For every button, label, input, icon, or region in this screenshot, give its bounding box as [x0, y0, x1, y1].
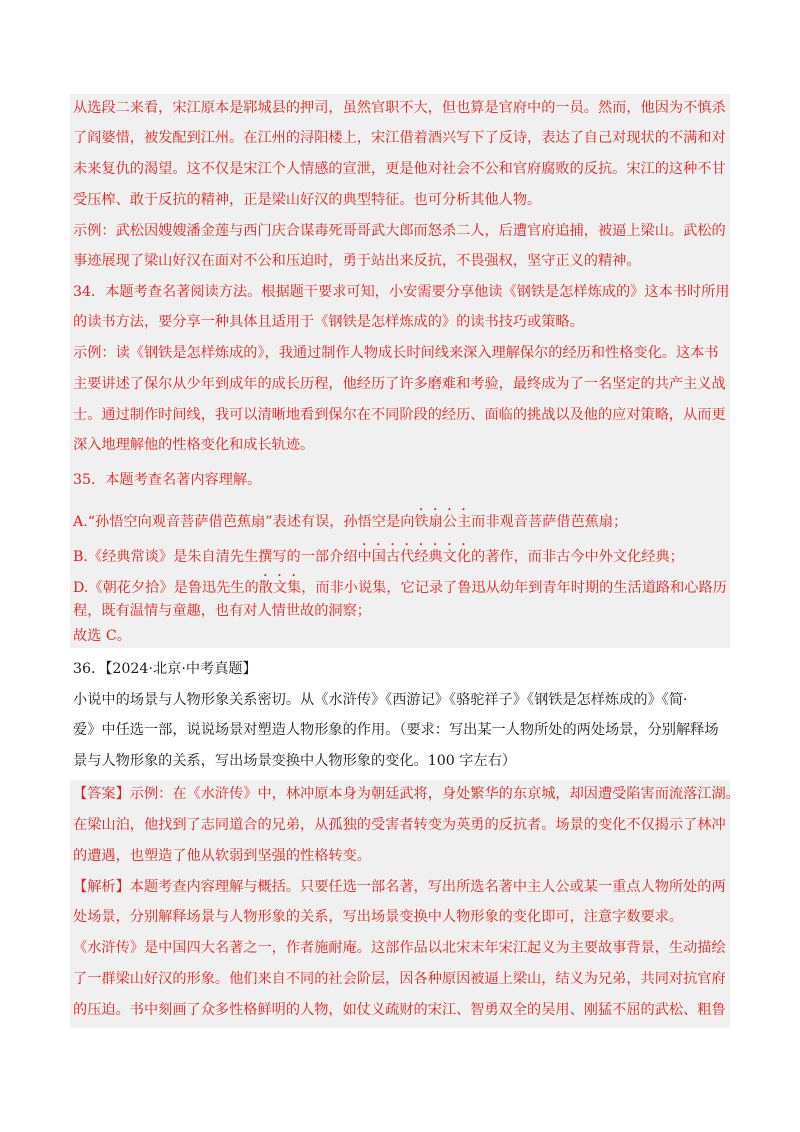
option-d-text-end: ，而非小说集，它记录了鲁迅从幼年到青年时期的生活道路和心路历: [301, 580, 727, 596]
option-b-text-end: 的著作，而非古今中外文化经典；: [471, 549, 684, 565]
analysis-line: 处场景，分别解释场景与人物形象的关系，写出场景变换中人物形象的变化即可，注意字数要求。: [73, 909, 684, 925]
option-a-line: [73, 506, 628, 530]
q34-example-line: 示例：读《钢铁是怎样炼成的》，我通过制作人物成长时间线来深入理解保尔的经历和性格变化。这本书: [73, 345, 719, 361]
q34-line: 34．本题考查名著阅读方法。根据题干要求可知，小安需要分享他读《钢铁是怎样炼成的》这本书时所用: [73, 284, 730, 300]
option-a-emphasis: 铁扇公主: [414, 514, 472, 530]
option-b-line: [73, 541, 684, 565]
q34-line: 的读书方法，要分享一种具体且适用于《钢铁是怎样炼成的》的读书技巧或策略。: [73, 314, 584, 330]
analysis-line: 【解析】本题考查内容理解与概括。只要任选一部名著，写出所选名著中主人公或某一重点人物所处的两: [73, 879, 726, 895]
q36-question-line: 景与人物形象的关系，写出场景变换中人物形象的变化。100 字左右）: [73, 753, 517, 769]
q36-question-line: 小说中的场景与人物形象关系密切。从《水浒传》《西游记》《骆驼祥子》《钢铁是怎样炼成的》《简·: [73, 692, 688, 708]
option-a-text: A.“孙悟空向观音菩萨借芭蕉扇”表述有误，孙悟空是向: [73, 514, 415, 530]
q35-heading: 35．本题考查名著内容理解。: [73, 472, 262, 488]
option-d-text: D.《朝花夕拾》是鲁迅先生的: [73, 580, 259, 596]
paragraph-line: 未来复仇的渴望。这不仅是宋江个人情感的宣泄，更是他对社会不公和官府腐败的反抗。宋江的这种不甘: [73, 161, 726, 177]
q34-example-line: 士。通过制作时间线，我可以清晰地看到保尔在不同阶段的经历、面临的挑战以及他的应对策略，从而更: [73, 407, 726, 423]
option-a-text-end: 而非观音菩萨借芭蕉扇；: [471, 514, 628, 530]
answer-choice: 故选 C。: [73, 628, 131, 644]
q36-heading: 36．【2024·北京·中考真题】: [73, 661, 257, 677]
example-line: 示例：武松因嫂嫂潘金莲与西门庆合谋毒死哥哥武大郎而怒杀二人，后遭官府追捕，被逼上梁山。武松的: [73, 223, 726, 239]
paragraph-line: 从选段二来看，宋江原本是郓城县的押司，虽然官职不大，但也算是官府中的一员。然而，他因为不慎杀: [73, 100, 726, 116]
option-b-text: B.《经典常谈》是朱自清先生撰写的一部介绍: [73, 549, 358, 565]
option-d-line: 程，既有温情与童趣，也有对人情世故的洞察；: [73, 603, 371, 619]
q34-example-line: 主要讲述了保尔从少年到成年的成长历程，他经历了许多磨难和考验，最终成为了一名坚定的共产主义战: [73, 376, 726, 392]
option-d-line: [73, 572, 727, 596]
answer-line: 的遭遇，也塑造了他从软弱到坚强的性格转变。: [73, 848, 371, 864]
q34-example-line: 深入地理解他的性格变化和成长轨迹。: [73, 437, 315, 453]
paragraph-line: 了阎婆惜，被发配到江州。在江州的浔阳楼上，宋江借着酒兴写下了反诗，表达了自己对现状的不满和对: [73, 130, 726, 146]
analysis-line: 《水浒传》是中国四大名著之一，作者施耐庵。这部作品以北宋末年宋江起义为主要故事背景，生动描绘: [73, 940, 726, 956]
option-d-emphasis: 散文集: [258, 580, 302, 596]
analysis-line: 的压迫。书中刻画了众多性格鲜明的人物，如仗义疏财的宋江、智勇双全的吴用、刚猛不屈的武松、粗鲁: [73, 1002, 726, 1018]
paragraph-line: 受压榨、敢于反抗的精神，正是梁山好汉的典型特征。也可分析其他人物。: [73, 192, 542, 208]
answer-line: 【答案】示例：在《水浒传》中，林冲原本身为朝廷武将，身处繁华的东京城，却因遭受陷害而流落江湖。: [73, 786, 740, 802]
analysis-line: 了一群梁山好汉的形象。他们来自不同的社会阶层，因各种原因被逼上梁山，结义为兄弟，共同对抗官府: [73, 971, 726, 987]
answer-line: 在梁山泊，他找到了志同道合的兄弟，从孤独的受害者转变为英勇的反抗者。场景的变化不仅揭示了林冲: [73, 817, 726, 833]
q36-question-line: 爱》中任选一部，说说场景对塑造人物形象的作用。（要求：写出某一人物所处的两处场景，分别解释场: [73, 722, 719, 738]
option-b-emphasis: 中国古代经典文化: [357, 549, 472, 565]
example-line: 事迹展现了梁山好汉在面对不公和压迫时，勇于站出来反抗，不畏强权，坚守正义的精神。: [73, 253, 641, 269]
